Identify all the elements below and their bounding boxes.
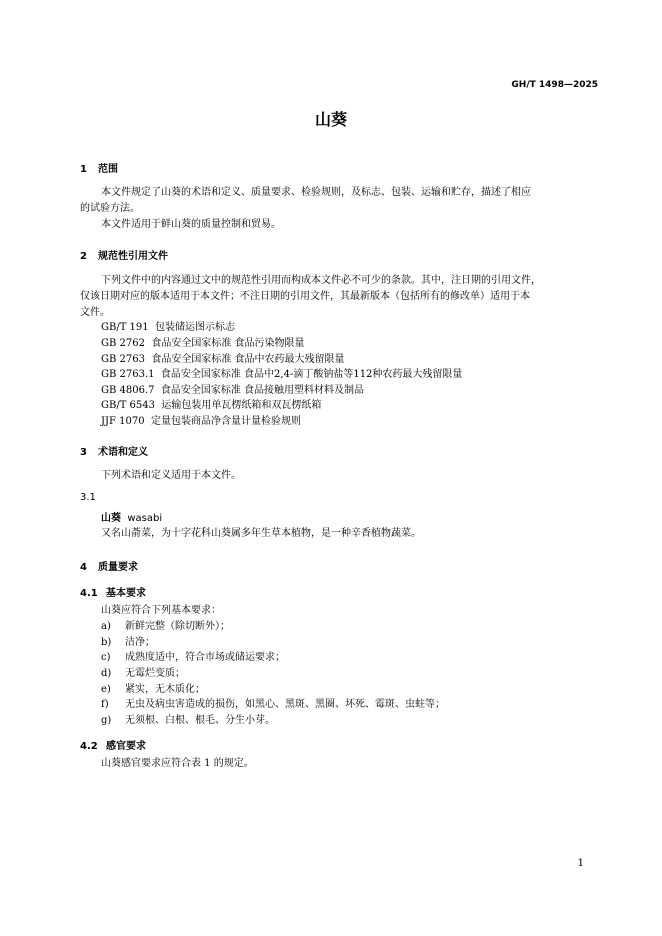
scope-paragraph-line-2: 的试验方法。 <box>80 203 140 214</box>
standard-number: GH/T 1498—2025 <box>511 80 598 90</box>
reference-item <box>101 320 235 336</box>
list-text: 紧实，无木质化； <box>125 684 205 695</box>
references-intro-line-3: 文件。 <box>80 307 110 318</box>
list-letter: b) <box>101 637 112 648</box>
reference-item <box>101 383 364 399</box>
reference-title: 食品安全国家标准 食品中2,4-滴丁酸钠盐等112种农药最大残留限量 <box>160 369 463 380</box>
section-number: 3 <box>80 447 87 458</box>
sensory-requirements-text: 山葵感官要求应符合表 1 的规定。 <box>101 758 254 769</box>
subsection-number: 4.2 <box>80 741 98 752</box>
reference-title: 运输包装用单瓦楞纸箱和双瓦楞纸箱 <box>161 400 322 411</box>
section-title: 规范性引用文件 <box>98 251 168 262</box>
subsection-title: 基本要求 <box>106 588 146 599</box>
reference-item <box>101 414 301 430</box>
section-1-heading <box>80 160 118 175</box>
reference-item <box>101 367 462 383</box>
reference-title: 包装储运图示标志 <box>155 322 236 333</box>
list-item <box>101 650 285 666</box>
reference-code: GB 2762 <box>101 338 145 349</box>
list-item <box>101 697 445 713</box>
list-item <box>101 713 275 729</box>
term-number: 3.1 <box>80 492 96 503</box>
section-number: 2 <box>80 251 87 262</box>
scope-paragraph-2: 本文件适用于鲜山葵的质量控制和贸易。 <box>101 219 281 230</box>
list-text: 无虫及病虫害造成的损伤，如黑心、黑斑、黑圈、坏死、霉斑、虫蛀等； <box>125 699 445 710</box>
section-number: 4 <box>80 562 87 573</box>
references-intro-line-1: 下列文件中的内容通过文中的规范性引用而构成本文件必不可少的条款。其中，注日期的引用文件， <box>101 275 541 286</box>
reference-code: GB 2763.1 <box>101 369 155 380</box>
section-title: 范围 <box>98 164 118 175</box>
reference-title: 食品安全国家标准 食品中农药最大残留限量 <box>151 354 345 365</box>
list-item <box>101 666 185 682</box>
section-number: 1 <box>80 164 87 175</box>
subsection-4-1-heading <box>80 584 146 599</box>
reference-item <box>101 336 305 352</box>
list-text: 无霉烂变质； <box>125 668 185 679</box>
list-letter: d) <box>101 668 112 679</box>
list-letter: a) <box>101 621 111 632</box>
list-text: 成熟度适中，符合市场或储运要求； <box>125 652 285 663</box>
reference-item <box>101 398 321 414</box>
term-entry <box>101 511 162 527</box>
list-item <box>101 619 230 635</box>
section-title: 质量要求 <box>98 562 138 573</box>
page-number: 1 <box>577 858 584 869</box>
reference-code: GB/T 6543 <box>101 400 156 411</box>
reference-code: GB 2763 <box>101 354 145 365</box>
reference-code: GB/T 191 <box>101 322 149 333</box>
subsection-title: 感官要求 <box>106 741 146 752</box>
list-text: 洁净； <box>125 637 155 648</box>
basic-requirements-intro: 山葵应符合下列基本要求： <box>101 605 221 616</box>
subsection-4-2-heading <box>80 737 146 752</box>
list-letter: c) <box>101 652 111 663</box>
list-item <box>101 635 155 651</box>
section-2-heading <box>80 247 168 262</box>
list-text: 无须根、白根、根毛、分生小芽。 <box>125 715 275 726</box>
list-letter: f) <box>101 699 109 710</box>
section-3-heading <box>80 443 148 458</box>
document-title: 山葵 <box>314 110 347 129</box>
references-intro-line-2: 仅该日期对应的版本适用于本文件；不注日期的引用文件，其最新版本（包括所有的修改单）适用于本 <box>80 291 530 302</box>
reference-title: 定量包装商品净含量计量检验规则 <box>150 416 301 427</box>
list-letter: g) <box>101 715 112 726</box>
subsection-number: 4.1 <box>80 588 98 599</box>
terms-intro: 下列术语和定义适用于本文件。 <box>101 470 241 481</box>
term-definition: 又名山萮菜，为十字花科山葵属多年生草本植物，是一种辛香植物蔬菜。 <box>101 528 421 539</box>
section-4-heading <box>80 558 138 573</box>
list-text: 新鲜完整（除切断外）； <box>125 621 230 632</box>
term-english: wasabi <box>127 513 163 524</box>
list-item <box>101 682 205 698</box>
list-letter: e) <box>101 684 111 695</box>
reference-code: GB 4806.7 <box>101 385 155 396</box>
term-chinese: 山葵 <box>101 513 121 524</box>
reference-code: JJF 1070 <box>101 416 145 427</box>
reference-item <box>101 352 345 368</box>
reference-title: 食品安全国家标准 食品接触用塑料材料及制品 <box>160 385 365 396</box>
reference-title: 食品安全国家标准 食品污染物限量 <box>151 338 305 349</box>
scope-paragraph-line-1: 本文件规定了山葵的术语和定义、质量要求、检验规则，及标志、包装、运输和贮存，描述了相应 <box>101 187 531 198</box>
section-title: 术语和定义 <box>98 447 148 458</box>
